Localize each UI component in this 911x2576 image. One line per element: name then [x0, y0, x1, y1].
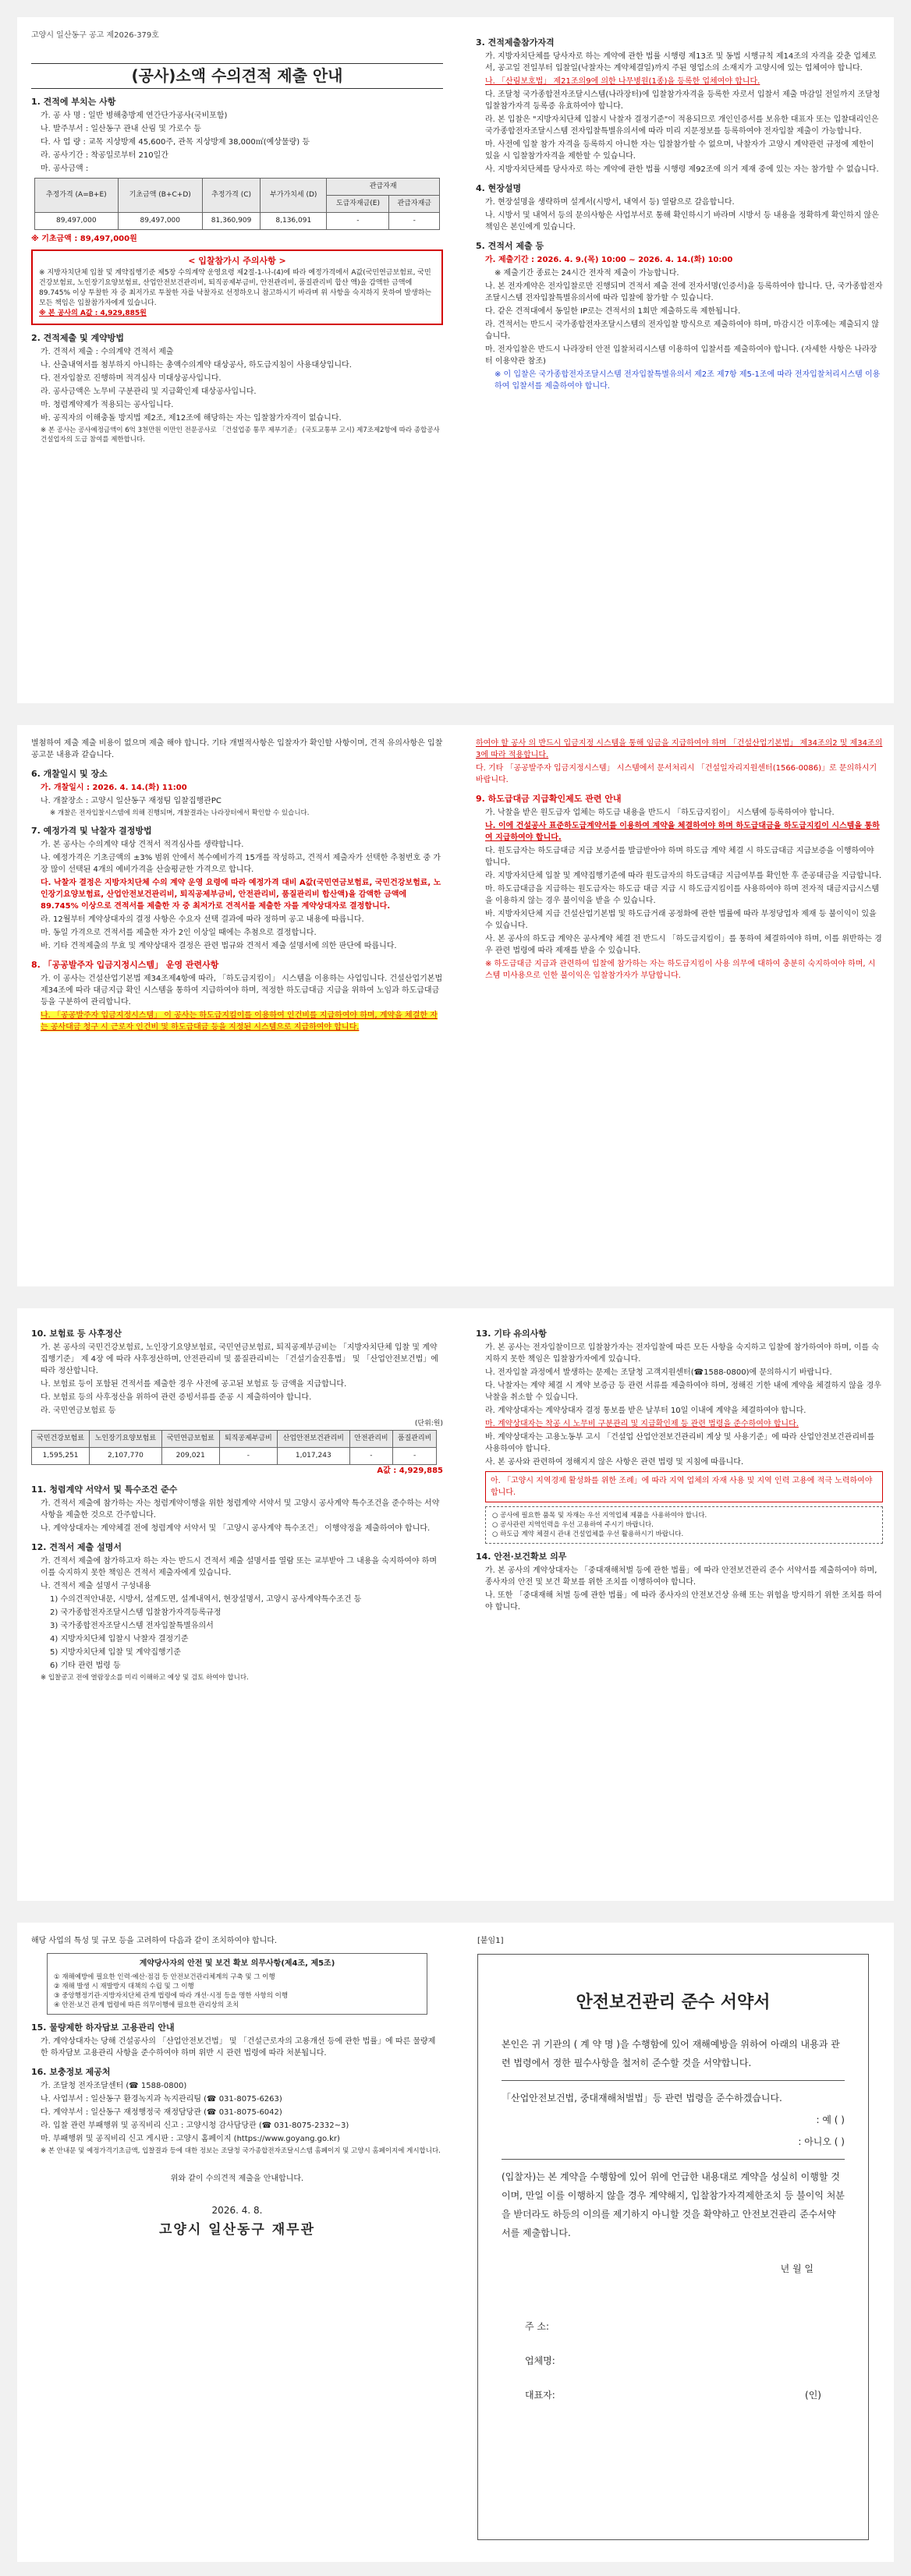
table-cell: - — [219, 1448, 277, 1465]
pledge-no[interactable]: : 아니오 ( ) — [798, 2136, 845, 2147]
table-cell: 1,595,251 — [32, 1448, 90, 1465]
section-9-title: 9. 하도급대금 지급확인제도 관련 안내 — [476, 794, 622, 804]
page-1 — [17, 17, 894, 703]
s11-line: 가. 견적서 제출에 참가하는 자는 청렴계약이행을 위한 청렴계약 서약서 및 고양시 공사계약 특수조건을 준수하는 서약사항을 제출한 것으로 간주합니다. — [41, 1499, 440, 1520]
s13-hint-box — [485, 1506, 883, 1544]
bid-notice-title: < 입찰참가시 주의사항 > — [188, 256, 286, 266]
section-2-title: 2. 견적제출 및 계약방법 — [31, 333, 124, 343]
s9-line: 가. 낙찰을 받은 원도급자 업체는 하도급 내용을 반드시 「하도급지킴이」 시스템에 등록하여야 합니다. — [485, 809, 835, 817]
s16-line: 마. 부패행위 및 공직비리 신고 게시판 : 고양시 홈페이지 (https://www.goyang.go.kr) — [41, 2135, 340, 2143]
s10-line: 나. 보험료 등이 포함된 견적서를 제출한 경우 사전에 공고된 보험료 등 금액을 지급합니다. — [41, 1380, 347, 1389]
table-cell: - — [327, 213, 389, 230]
s5-line: ※ 제출기간 종료는 24시간 전자적 제출이 가능합니다. — [494, 269, 679, 278]
s2-line: 마. 청렴계약제가 적용되는 공사입니다. — [41, 401, 174, 409]
issuing-org: 고양시 일산동구 재무관 — [158, 2222, 316, 2238]
s7-line: 마. 동일 가격으로 견적서를 제출한 자가 2인 이상일 때에는 추첨으로 결정합니다. — [41, 929, 317, 937]
s13-red-box — [485, 1471, 883, 1502]
pledge-fields — [478, 2309, 868, 2412]
col-header: 노인장기요양보험료 — [90, 1431, 162, 1448]
cost-table — [34, 178, 440, 230]
s9-line: 사. 본 공사의 하도급 계약은 공사계약 체결 전 반드시 「하도급지킴이」를 통하여 체결하여야 하며, 이를 위반하는 경우 관련 법령에 따라 제재를 받을 수 있습니다. — [485, 935, 882, 955]
section-16-title: 16. 보충정보 제공처 — [31, 2067, 111, 2077]
s11-line: 나. 계약상대자는 계약체결 전에 청렴계약 서약서 및 「고양시 공사계약 특수조건」 이행약정을 제출하여야 합니다. — [41, 1524, 431, 1533]
s12-line: 나. 견적서 제출 설명서 구성내용 — [41, 1582, 151, 1591]
s7-line: 나. 예정가격은 기초금액의 ±3% 범위 안에서 복수예비가격 15개를 작성하고, 견적서 제출자가 선택한 추첨번호 중 가장 많이 선택된 4개의 예비가격을 산술평균한 가격으로 합니다. — [41, 854, 441, 874]
s13-line: 사. 본 공사와 관련하여 정해지지 않은 사항은 관련 법령 및 지침에 따릅니다. — [485, 1458, 744, 1467]
hint-line: ○ 하도급 계약 체결시 관내 건설업체를 우선 활용하시기 바랍니다. — [492, 1530, 684, 1538]
s9-warning: ※ 하도급대금 지급과 관련하여 입찰에 참가하는 자는 하도급지킴이 사용 의무에 대하여 충분히 숙지하여야 하며, 시스템 미사용으로 인한 불이익은 입찰참가자가 부담합니다. — [485, 960, 876, 980]
col-header: 국민건강보험료 — [32, 1431, 90, 1448]
table-cell: 209,021 — [161, 1448, 219, 1465]
s4-line: 가. 현장설명을 생략하며 설계서(시방서, 내역서 등) 열람으로 갈음합니다. — [485, 198, 735, 207]
safety-duty-line: ④ 안전·보건 관계 법령에 따른 의무이행에 필요한 관리상의 조치 — [54, 2001, 239, 2009]
page-3-right-column — [476, 1321, 883, 1615]
page-3 — [17, 1308, 894, 1901]
page-2 — [17, 725, 894, 1286]
address-field[interactable]: 주 소: — [525, 2321, 550, 2332]
safety-duty-line: ① 재해예방에 필요한 인력·예산·점검 등 안전보건관리체계의 구축 및 그 이행 — [54, 1973, 275, 1981]
pledge-yes[interactable]: : 예 ( ) — [816, 2114, 845, 2125]
table-cell: 81,360,909 — [202, 213, 260, 230]
p2-lead: 별첨하여 제출 제출 비용이 없으며 제출 해야 합니다. 기타 개별적사항은 입찰자가 확인할 사항이며, 견적 유의사항은 입찰 공고문 내용과 같습니다. — [31, 739, 443, 759]
document-title: (공사)소액 수의견적 제출 안내 — [31, 63, 443, 89]
section-1-title: 1. 견적에 부치는 사항 — [31, 97, 116, 107]
table-cell: - — [393, 1448, 437, 1465]
pledge-law: 「산업안전보건법, 중대재해처벌법」등 관련 법령을 준수하겠습니다. — [502, 2093, 782, 2104]
closing-text: 위와 같이 수의견적 제출을 안내합니다. — [170, 2174, 304, 2183]
s1-line: 다. 사 업 량 : 교목 지상방제 45,600주, 관목 지상방제 38,000㎡(예상물량) 등 — [41, 138, 310, 147]
s13-line — [476, 1418, 883, 1430]
s13-line: 라. 계약상대자는 계약상대자 결정 통보를 받은 날부터 10일 이내에 계약을 체결하여야 합니다. — [485, 1407, 806, 1415]
s9-line: 마. 하도급대금을 지급하는 원도급자는 하도급 대금 지급 시 하도급지킴이를 사용하여야 하며 전자적 대금지급시스템을 이용하지 않는 경우 불이익을 받을 수 있습니다. — [485, 885, 880, 905]
col-header: 산업안전보건관리비 — [277, 1431, 349, 1448]
safety-duty-line: ③ 중앙행정기관·지방자치단체 관계 법령에 따라 개선·시정 등을 명한 사항의 이행 — [54, 1992, 289, 2000]
s16-line: 나. 사업부서 : 일산동구 환경녹지과 녹지관리팀 (☎ 031-8075-6263) — [41, 2095, 282, 2104]
safety-duty-box — [47, 1953, 427, 2015]
table-cell: 1,017,243 — [277, 1448, 349, 1465]
attachment-tag: [붙임1] — [477, 1937, 504, 1945]
s13-line: 다. 낙찰자는 계약 체결 시 계약 보증금 등 관련 서류를 제출하여야 하며, 정해진 기한 내에 계약을 체결하지 않을 경우 낙찰을 취소할 수 있습니다. — [485, 1382, 881, 1402]
s13-line: 가. 본 공사는 전자입찰이므로 입찰참가자는 전자입찰에 따른 모든 사항을 숙지하고 입찰에 참가하여야 하며, 이를 숙지하지 못한 책임은 입찰참가자에게 있습니다. — [485, 1343, 879, 1364]
s5-note: ※ 이 입찰은 국가종합전자조달시스템 전자입찰특별유의서 제2조 제7항 제5-1조에 따라 전자입찰처리시스템 이용하여 입찰서를 제출하여야 합니다. — [494, 370, 881, 391]
section-7-title: 7. 예정가격 및 낙찰자 결정방법 — [31, 826, 152, 836]
section-12-title: 12. 견적서 제출 설명서 — [31, 1542, 122, 1552]
s7-line: 바. 기타 견적제출의 무효 및 계약상대자 결정은 관련 법규와 견적서 제출 설명서에 의한 판단에 따릅니다. — [41, 942, 397, 950]
s3-line: 라. 본 입찰은 "지방자치단체 입찰시 낙찰자 결정기준"이 적용되므로 개인인증서를 보유한 대표자 또는 입찰대리인은 국가종합전자조달시스템 전자입찰특별유의서에 따라 미리 지문정보를 등록하여야 전자입찰 제출이 가능합니다. — [485, 115, 879, 136]
s1-line: 가. 공 사 명 : 일반 병해충방제 연간단가공사(국비포함) — [41, 111, 228, 120]
s2-line: 바. 공직자의 이해충돌 방지법 제2조, 제12조에 해당하는 자는 입찰참가자격이 없습니다. — [41, 414, 342, 423]
s2-line: 다. 전자입찰로 진행하며 적격심사 미대상공사입니다. — [41, 374, 222, 383]
s7-line: 가. 본 공사는 수의계약 대상 견적서 적격심사를 생략합니다. — [41, 840, 244, 849]
col-header: 기초금액 (B+C+D) — [118, 179, 202, 213]
pledge-intro: 본인은 귀 기관의 ( 계 약 명 )을 수행함에 있어 재해예방을 위하여 아래의 내용과 관련 법령에서 정한 필수사항을 철저히 준수할 것을 서약합니다. — [502, 2039, 840, 2068]
pledge-yes-row — [502, 2111, 845, 2129]
s9-line: 바. 지방자치단체 지급 건설산업기본법 및 하도급거래 공정화에 관한 법률에 따라 부정당업자 제재 등 불이익이 있을 수 있습니다. — [485, 910, 877, 930]
section-13-title: 13. 기타 유의사항 — [476, 1329, 547, 1339]
section-15-title: 15. 물량제한 하자담보 고용관리 안내 — [31, 2022, 175, 2033]
s9-line: 나. 이에 건설공사 표준하도급계약서를 이용하여 계약을 체결하여야 하며 하도급대금을 하도급지킴이 시스템을 통하여 지급하여야 합니다. — [485, 822, 880, 842]
unit-label: (단위:원) — [414, 1420, 443, 1428]
pledge-body — [478, 2035, 868, 2278]
s9-line: 다. 원도급자는 하도급대금 지급 보증서를 발급받아야 하며 하도급 계약 체결 시 하도급대금 지급보증을 이행하여야 합니다. — [485, 847, 874, 867]
s2-line: 가. 견적서 제출 : 수의계약 견적서 제출 — [41, 348, 174, 356]
s12-item: 4) 지방자치단체 입찰시 낙찰자 결정기준 — [50, 1635, 189, 1644]
section-6-title: 6. 개찰일시 및 장소 — [31, 769, 108, 779]
s16-line: 라. 입찰 관련 부패행위 및 공직비리 신고 : 고양시청 감사담당관 (☎ 031-8075-2332~3) — [41, 2121, 349, 2130]
s14-line: 나. 또한 「중대재해 처벌 등에 관한 법률」에 따라 종사자의 안전보건상 유해 또는 위험을 방지하기 위한 조치를 하여야 합니다. — [485, 1591, 882, 1612]
issue-date: 2026. 4. 8. — [211, 2205, 263, 2216]
pledge-commitment: (입찰자)는 본 계약을 수행함에 있어 위에 언급한 내용대로 계약을 성실히 이행할 것이며, 만일 이를 이행하지 않을 경우 계약해지, 입찰참가자격제한조치 등 불이익 처분을 받더라도 하등의 이의를 제기하지 아니할 것을 확약하고 안전보건관리 준수서약서를 제출합니다. — [502, 2171, 845, 2238]
page-4-left-column — [31, 1935, 443, 2236]
col-header: 추정가격 (A=B+E) — [35, 179, 119, 213]
s8-body: 가. 이 공사는 건설산업기본법 제34조제4항에 따라, 「하도급지킴이」 시스템을 이용하는 사업입니다. 건설산업기본법 제34조에 따라 대금지급 확인 시스템을 통하여 지급하여야 하며, 적정한 하도급대금 지급을 위하여 노임과 하도급대금 등을 구분하여 관리합니다. — [41, 975, 443, 1007]
s5-line: 라. 견적서는 반드시 국가종합전자조달시스템의 전자입찰 방식으로 제출하여야 하며, 마감시간 이후에는 제출되지 않습니다. — [485, 320, 880, 341]
s2-line: 나. 산출내역서를 첨부하지 아니하는 총액수의계약 대상공사, 하도급지침이 사용대상입니다. — [41, 361, 352, 370]
col-header: 부가가치세 (D) — [261, 179, 327, 213]
table-cell: 89,497,000 — [35, 213, 119, 230]
pledge-form — [477, 1954, 869, 2540]
section-4-title: 4. 현장설명 — [476, 183, 522, 193]
bid-notice-box — [31, 249, 443, 325]
safety-duty-line: ② 재해 발생 시 재발방지 대책의 수립 및 그 이행 — [54, 1983, 194, 1990]
s6-line: 나. 개찰장소 : 고양시 일산동구 재정팀 입찰집행관PC — [41, 797, 222, 805]
page-4 — [17, 1923, 894, 2562]
s14-line: 가. 본 공사의 계약상대자는 「중대재해처벌 등에 관한 법률」에 따라 안전보건관리 준수 서약서를 제출하여야 하며, 종사자의 안전 및 보건 확보를 위한 조치를 이행하여야 합니다. — [485, 1566, 877, 1587]
s3-line: 가. 지방자치단체를 당사자로 하는 계약에 관한 법률 시행령 제13조 및 동법 시행규칙 제14조의 자격을 갖춘 업체로서, 공고일 전일부터 입찰일(낙찰자는 계약체결일)까지 주된 영업소의 소재지가 고양시에 있는 업체여야 합니다. — [485, 52, 877, 73]
s1-line: 나. 발주부서 : 일산동구 관내 산림 및 가로수 등 — [41, 125, 201, 133]
page-2-left-column — [31, 738, 443, 1035]
s10-line: 다. 보험료 등의 사후정산을 위하여 관련 증빙서류를 준공 시 제출하여야 합니다. — [41, 1393, 312, 1402]
divider — [502, 2159, 845, 2160]
submit-period: 가. 제출기간 : 2026. 4. 9.(목) 10:00 ~ 2026. 4. 14.(화) 10:00 — [485, 256, 733, 264]
s2-line: 라. 공사금액은 노무비 구분관리 및 지급확인제 대상공사입니다. — [41, 387, 257, 396]
s13-highlight: 마. 계약상대자는 착공 시 노무비 구분관리 및 지급확인제 등 관련 법령을 준수하여야 합니다. — [485, 1420, 799, 1428]
basic-amount: ※ 기초금액 : 89,497,000원 — [31, 235, 137, 243]
col-header: 안전관리비 — [349, 1431, 393, 1448]
s1-line: 마. 공사금액 : — [41, 165, 89, 173]
section-14-title: 14. 안전·보건확보 의무 — [476, 1552, 567, 1562]
s12-item: 2) 국가종합전자조달시스템 입찰참가자격등록규정 — [50, 1608, 222, 1617]
s7-line: 라. 12월부터 계약상대자의 결정 사항은 수요자 선택 결과에 따라 정하며 공고 내용에 따릅니다. — [41, 915, 364, 924]
s3-line: 다. 조달청 국가종합전자조달시스템(나라장터)에 입찰참가자격을 등록한 자로서 입찰서 제출 마감일 전일까지 조달청 입찰참가자격 등록증 유효하여야 합니다. — [485, 90, 881, 111]
s16-note: ※ 본 안내문 및 예정가격기초금액, 입찰결과 등에 대한 정보는 조달청 국가종합전자조달시스템 홈페이지 및 고양시 홈페이지에 게시합니다. — [41, 2147, 441, 2155]
s8-highlight-text: 나. 「공공발주자 입금지정시스템」 이 공사는 하도급지킴이를 이용하여 인건비를 지급하여야 하며, 계약을 체결한 자는 공사대금 청구 시 근로자 인건비 및 하도급대금 등을 지정된 시스템으로 지급하여야 합니다. — [41, 1011, 438, 1031]
s4-line: 나. 시방서 및 내역서 등의 문의사항은 사업부서로 통해 확인하시기 바라며 시방서 등 내용을 정확하게 확인하지 않은 책임은 본인에게 있습니다. — [485, 211, 879, 232]
seal-mark: (인) — [805, 2390, 821, 2401]
safety-duty-title: 계약당사자의 안전 및 보건 확보 의무사항(제4조, 제5조) — [139, 1959, 335, 1968]
col-header: 관급자재금 — [389, 196, 440, 213]
s13-red-text: 아. 「고양시 지역경제 활성화를 위한 조례」에 따라 지역 업체의 자재 사용 및 지역 인력 고용에 적극 노력하여야 합니다. — [491, 1477, 873, 1497]
hint-line: ○ 공사에 필요한 품목 및 자재는 우선 지역업체 제품을 사용하여야 합니다. — [492, 1512, 707, 1520]
s1-line: 라. 공사기간 : 착공일로부터 210일간 — [41, 151, 168, 160]
s12-item: 3) 국가종합전자조달시스템 전자입찰특별유의서 — [50, 1622, 214, 1630]
s6-note: ※ 개찰은 전자입찰시스템에 의해 진행되며, 개찰결과는 나라장터에서 확인할 수 있습니다. — [50, 809, 310, 817]
s8-contact: 다. 기타 「공공발주자 입금지정시스템」 시스템에서 문서처리시 「건설일자리지원센터(1566-0086)」로 문의하시기 바랍니다. — [476, 764, 877, 784]
bid-notice-body: ※ 지방자치단체 입찰 및 계약집행기준 제5장 수의계약 운영요령 제2절-1-나-(4)에 따라 예정가격에서 A값(국민연금보험료, 국민건강보험료, 노인장기요양보험료, 산업안전보건관리비, 퇴직공제부금비, 안전관리비, 품질관리비 합산 액)을 감액한 금액에 89.745% 이상 투찰한 자 중 최저가로 투찰한 자를 낙찰자로 선정하오니 참고하시기 바라며 위 사항을 숙지하지 못하여 발생하는 모든 책임은 입찰참가자에게 있습니다. — [39, 269, 432, 307]
s12-line: 가. 견적서 제출에 참가하고자 하는 자는 반드시 견적서 제출 설명서를 열람 또는 교부받아 그 내용을 숙지하여야 하며 이를 숙지하지 못한 책임은 견적서 제출자에게 있습니다. — [41, 1557, 438, 1577]
pledge-title: 안전보건관리 준수 서약서 — [576, 1993, 771, 2012]
notice-number: 고양시 일산동구 공고 제2026-379호 — [31, 31, 159, 40]
s8-continued: 하여야 할 공사 의 반드시 입금지정 시스템을 통해 임금을 지급하여야 하며 「건설산업기본법」 제34조의2 및 제34조의3에 따라 적용합니다. — [476, 739, 883, 759]
s2-note: ※ 본 공사는 공사예정금액이 6억 3천만원 이만인 전문공사로 「건설업종 통무 제부기준」 (국토교통부 고시) 제7조제2항에 따라 종합공사 건설업자의 도급 참여를 제한합니다. — [41, 426, 440, 444]
page-1-left-column — [31, 30, 443, 446]
col-header: 도급자재금(E) — [327, 196, 389, 213]
s5-line: 나. 본 전자계약은 전자입찰로만 진행되며 견적서 제출 전에 전자서명(인증서)을 등록하여야 합니다. 단, 국가종합전자조달시스템 전자입찰특별유의서에 따라 입찰에 참가할 수 있습니다. — [485, 282, 883, 303]
s12-item: 5) 지방자치단체 입찰 및 계약집행기준 — [50, 1648, 181, 1657]
section-10-title: 10. 보험료 등 사후정산 — [31, 1329, 122, 1339]
open-date: 가. 개찰일시 : 2026. 4. 14.(화) 11:00 — [41, 784, 187, 792]
s13-line: 나. 전자입찰 과정에서 발생하는 문제는 조달청 고객지원센터(☎1588-0800)에 문의하시기 바랍니다. — [485, 1368, 832, 1377]
a-value-total: A값 : 4,929,885 — [377, 1467, 443, 1475]
col-header: 품질관리비 — [393, 1431, 437, 1448]
s15-line: 가. 계약상대자는 당해 건설공사의 「산업안전보건법」 및 「건설근로자의 고용개선 등에 관한 법률」에 따른 물량제한 하자담보 고용관리 사항을 준수하여야 하며 위반 시 관련 법령에 따라 처분됩니다. — [41, 2037, 436, 2058]
col-header: 국민연금보험료 — [161, 1431, 219, 1448]
representative-field[interactable]: 대표자: — [525, 2390, 555, 2401]
table-cell: 89,497,000 — [118, 213, 202, 230]
page-1-right-column — [476, 30, 883, 394]
a-value: ※ 본 공사의 A값 : 4,929,885원 — [39, 310, 147, 317]
s16-line: 다. 계약부서 : 일산동구 재정행정국 재정담당관 (☎ 031-8075-6042) — [41, 2108, 282, 2117]
col-header: 관급자재 — [327, 179, 440, 196]
section-3-title: 3. 견적제출참가자격 — [476, 37, 555, 48]
representative-row — [525, 2378, 821, 2412]
s5-line: 다. 같은 견적대에서 동일한 IP로는 견적서의 1회만 제출하도록 제한됩니다. — [485, 307, 741, 316]
s3-highlight: 나. 「산림보호법」 제21조의9에 의한 나무병원(1종)을 등록한 업체여야 합니다. — [485, 77, 760, 86]
section-8-title: 8. 「공공발주자 입금지정시스템」 운영 관련사항 — [31, 960, 219, 970]
s3-line — [476, 76, 883, 87]
divider — [502, 2080, 845, 2081]
p4-lead: 해당 사업의 특성 및 규모 등을 고려하여 다음과 같이 조치하여야 합니다. — [31, 1937, 278, 1945]
s7-line — [31, 877, 443, 912]
s13-line: 바. 계약상대자는 고용노동부 고시 「건설업 산업안전보건관리비 계상 및 사용기준」에 따라 산업안전보건관리비를 사용하여야 합니다. — [485, 1433, 875, 1453]
s16-line: 가. 조달청 전자조달센터 (☎ 1588-0800) — [41, 2082, 187, 2090]
section-11-title: 11. 청렴계약 서약서 및 특수조건 준수 — [31, 1484, 178, 1495]
col-header: 퇴직공제부금비 — [219, 1431, 277, 1448]
s12-item: 6) 기타 관련 법령 등 — [50, 1661, 121, 1670]
table-cell: 8,136,091 — [261, 213, 327, 230]
insurance-table — [31, 1430, 437, 1465]
s10-line: 라. 국민연금보험료 등 — [41, 1407, 116, 1415]
table-cell: - — [389, 213, 440, 230]
hint-line: ○ 공사관련 지역인력을 우선 고용하여 주시기 바랍니다. — [492, 1521, 654, 1529]
table-cell: - — [349, 1448, 393, 1465]
s10-line: 가. 본 공사의 국민건강보험료, 노인장기요양보험료, 국민연금보험료, 퇴직공제부금비는 「지방자치단체 입찰 및 계약집행기준」 제 4장 에 따라 사후정산하며, 안전관리비 및 품질관리비는 「건설기술진흥법」 및 「산업안전보건법」에 따라 정산합니다. — [41, 1343, 438, 1375]
s12-note: ※ 입찰공고 전에 열람장소를 미리 이해하고 예상 및 검토 하여야 합니다. — [41, 1674, 249, 1682]
page-2-right-column — [476, 738, 883, 983]
s9-line: 라. 지방자치단체 입찰 및 계약집행기준에 따라 원도급자의 하도급대금 지급여부를 확인한 후 준공대금을 지급합니다. — [485, 872, 882, 880]
s3-line: 마. 사전에 입찰 참가 자격을 등록하지 아니한 자는 입찰참가할 수 없으며, 낙찰자가 고양시 계약관련 규정에 제한이 있을 시 입찰참가자격을 제한할 수 있습니다. — [485, 140, 874, 161]
company-field[interactable]: 업체명: — [525, 2355, 555, 2366]
table-cell: 2,107,770 — [90, 1448, 162, 1465]
pledge-no-row — [502, 2132, 845, 2151]
page-3-left-column — [31, 1321, 443, 1684]
s7-highlight: 다. 낙찰자 결정은 지방자치단체 수의 계약 운영 요령에 따라 예정가격 대비 A값(국민연금보험료, 국민건강보험료, 노인장기요양보험료, 산업안전보건관리비, 퇴직공제부금비, 안전관리비, 품질관리비 합산액)을 감액한 금액에 89.745% 이상으로 견적서를 제출한 자 중 최저가로 견적서를 제출한 자를 계약상대자로 결정합니다. — [41, 879, 441, 911]
s12-item: 1) 수의견적안내문, 시방서, 설계도면, 설계내역서, 현장설명서, 고양시 공사계약특수조건 등 — [50, 1595, 362, 1604]
pledge-date: 년 월 일 — [780, 2263, 814, 2274]
section-5-title: 5. 견적서 제출 등 — [476, 241, 544, 251]
s5-line: 마. 전자입찰은 반드시 나라장터 안전 입찰처리시스템 이용하여 입찰서를 제출하여야 합니다. (자세한 사항은 나라장터 이용약관 참조) — [485, 345, 877, 366]
s3-line: 사. 지방자치단체를 당사자로 하는 계약에 관한 법률 시행령 제92조에 의거 제재 중에 있는 자는 참가할 수 없습니다. — [485, 165, 879, 174]
col-header: 추정가격 (C) — [202, 179, 260, 213]
s8-highlight — [31, 1010, 443, 1033]
